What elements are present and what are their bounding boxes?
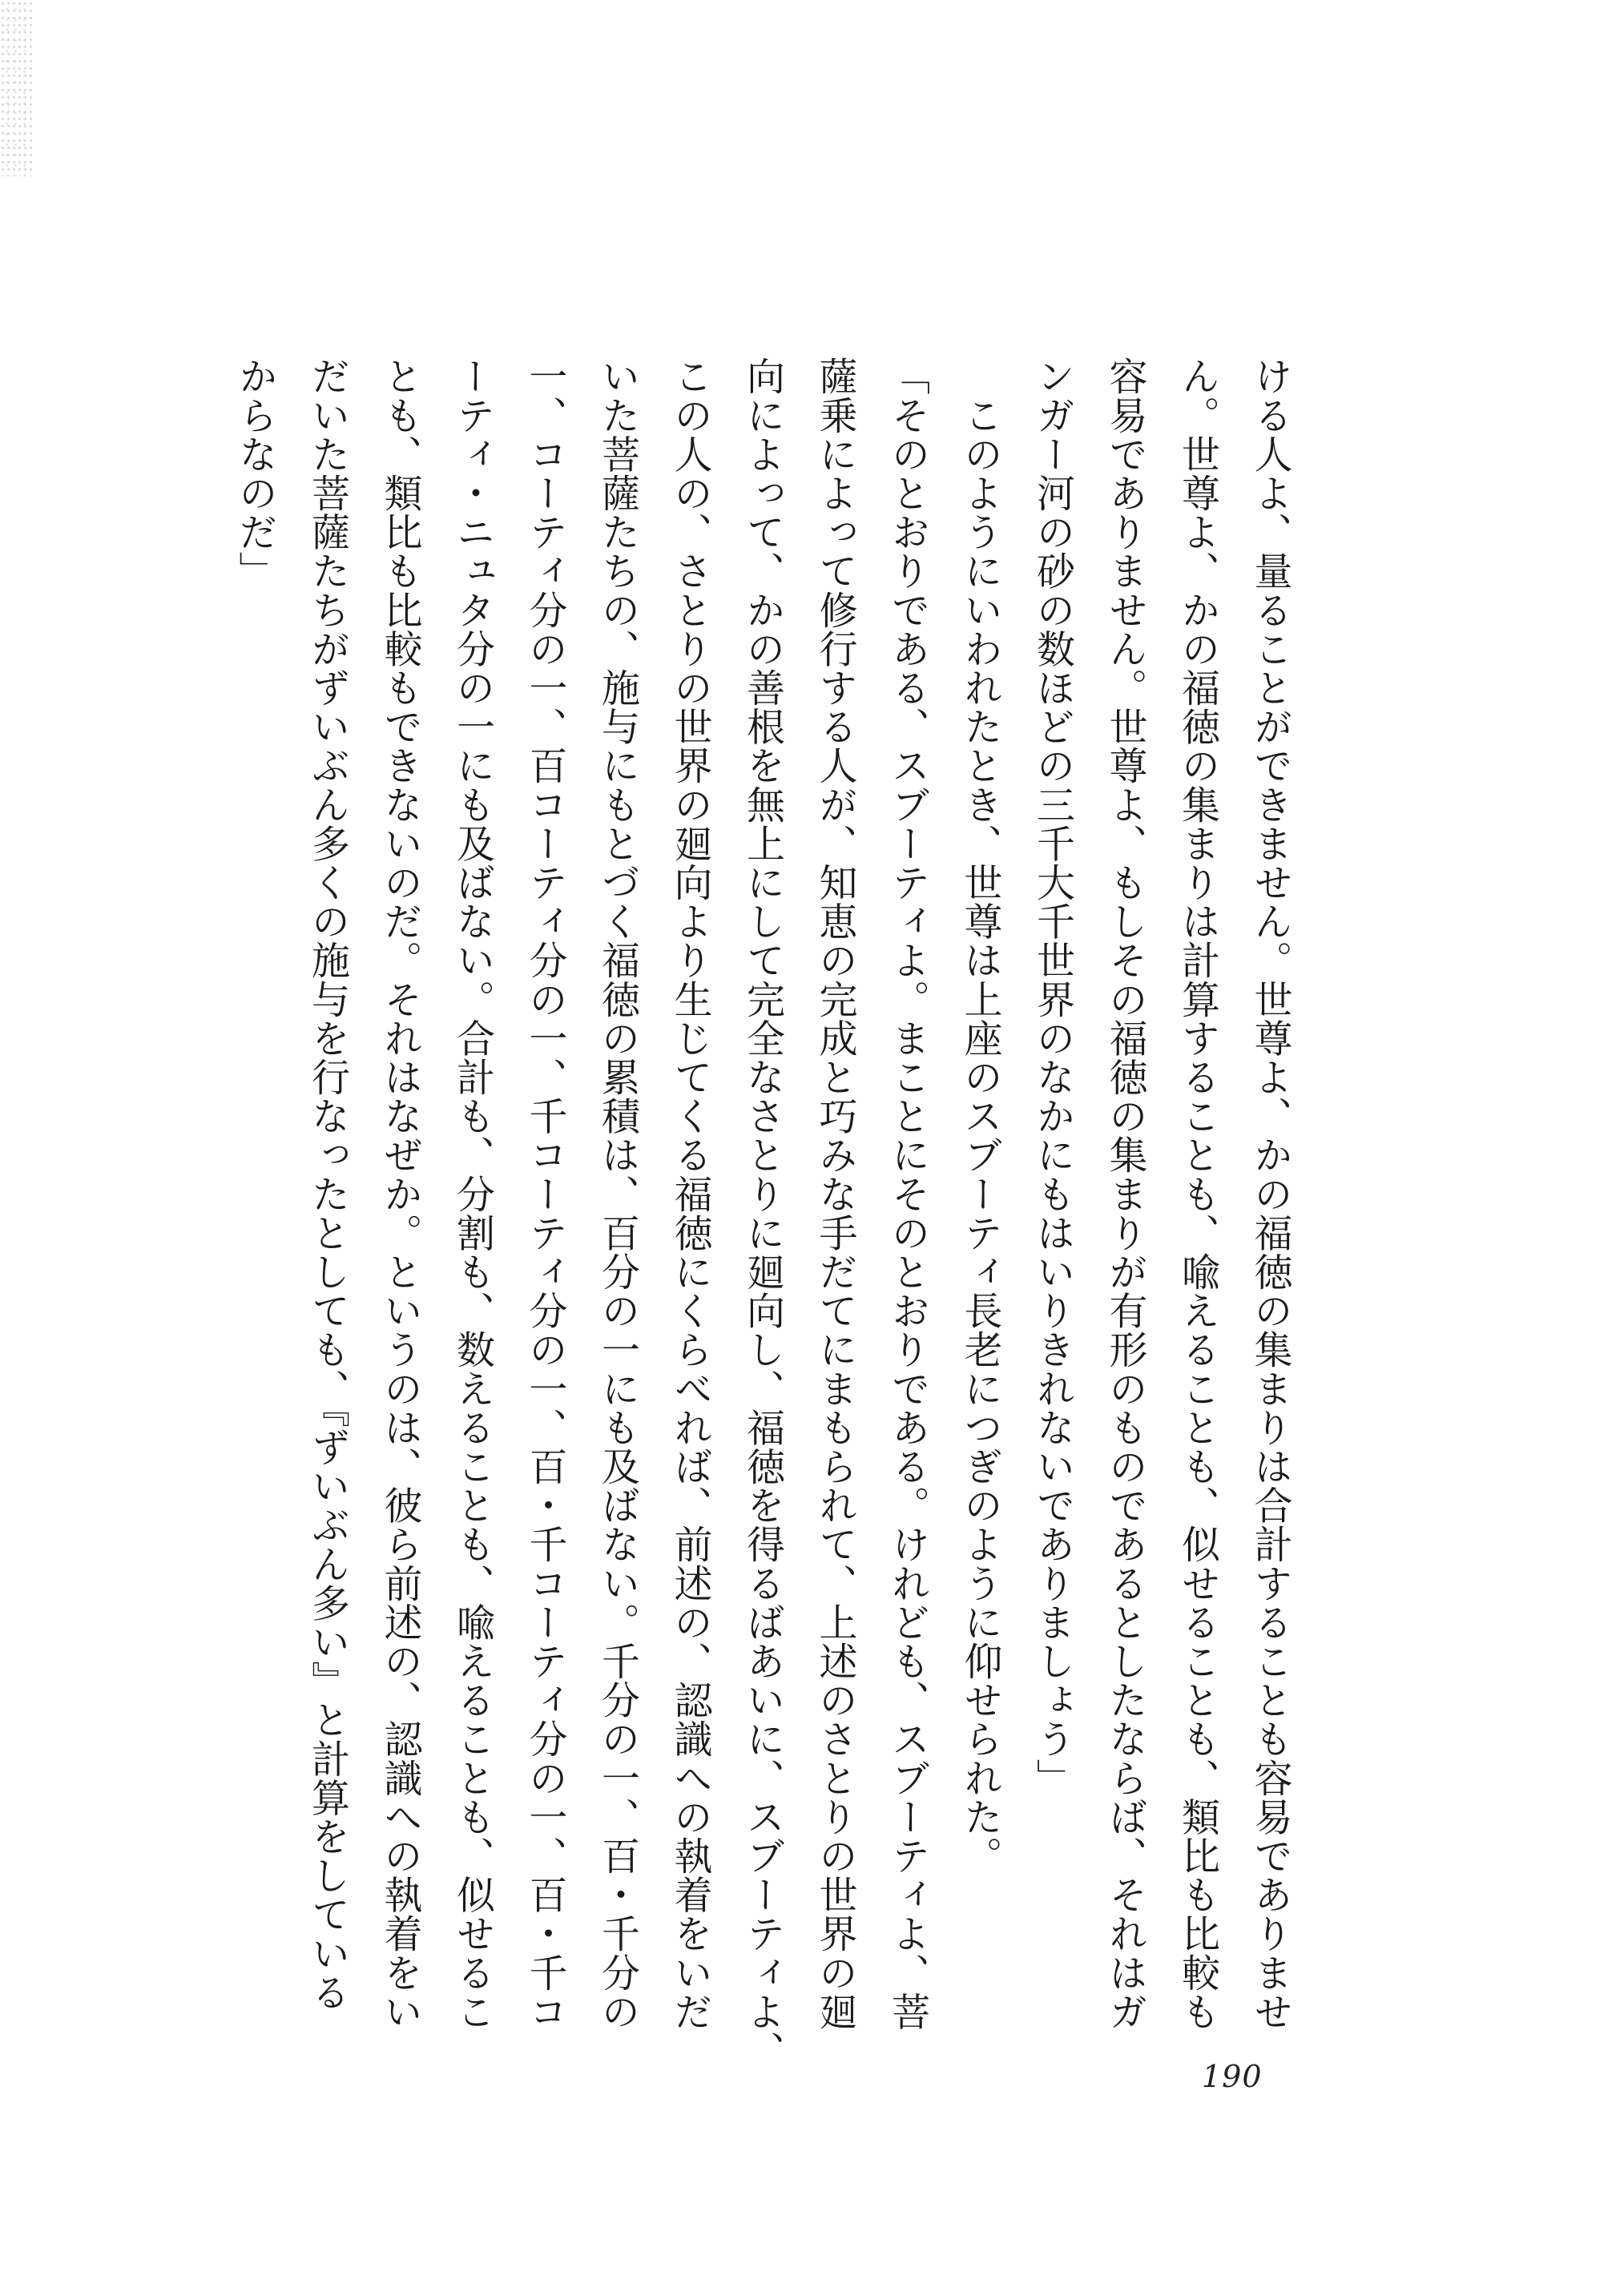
text-line-7: 薩乗によって修行する人が、知恵の完成と巧みな手だてにまもられて、上述のさとりの世界の廻 xyxy=(812,356,857,2031)
text-line-5: このようにいわれたとき、世尊は上座のスブーティ長老につぎのように仰せられた。 xyxy=(957,356,1002,1875)
vertical-text-body xyxy=(232,356,1306,2070)
text-line-6: 「そのとおりである、スブーティよ。まことにそのとおりである。けれども、スブーティよ、菩 xyxy=(885,356,930,2031)
text-line-11: 一、コーティ分の一、百コーティ分の一、千コーティ分の一、百・千コーティ分の一、百・千コ xyxy=(522,356,567,2031)
text-line-10: いた菩薩たちの、施与にもとづく福徳の累積は、百分の一にも及ばない。千分の一、百・千分の xyxy=(594,356,640,2031)
page-number: 190 xyxy=(1202,2059,1263,2094)
text-line-8: 向によって、かの善根を無上にして完全なさとりに廻向し、福徳を得るばあいに、スブーティよ、 xyxy=(739,356,785,2070)
text-line-14: だいた菩薩たちがずいぶん多くの施与を行なったとしても、『ずいぶん多い』と計算をしている xyxy=(304,356,350,2012)
text-line-1: ける人よ、量ることができません。世尊よ、かの福徳の集まりは合計することも容易でありませ xyxy=(1247,356,1292,2031)
text-line-3: 容易でありません。世尊よ、もしその福徳の集まりが有形のものであるとしたならば、それはガ xyxy=(1102,356,1147,2031)
text-line-13: とも、類比も比較もできないのだ。それはなぜか。というのは、彼ら前述の、認識への執着をい xyxy=(377,356,422,2031)
text-line-9: この人の、さとりの世界の廻向より生じてくる福徳にくらべれば、前述の、認識への執着をいだ xyxy=(667,356,712,2031)
text-line-4: ンガー河の砂の数ほどの三千大千世界のなかにもはいりきれないでありましょう」 xyxy=(1030,356,1075,1798)
text-line-15: からなのだ」 xyxy=(232,356,277,590)
scan-artifact xyxy=(0,0,32,176)
text-line-12: ーティ・ニュタ分の一にも及ばない。合計も、分割も、数えることも、喩えることも、似せるこ xyxy=(449,356,495,2031)
text-line-2: ん。世尊よ、かの福徳の集まりは計算することも、喩えることも、似せることも、類比も比較も xyxy=(1175,356,1220,2031)
